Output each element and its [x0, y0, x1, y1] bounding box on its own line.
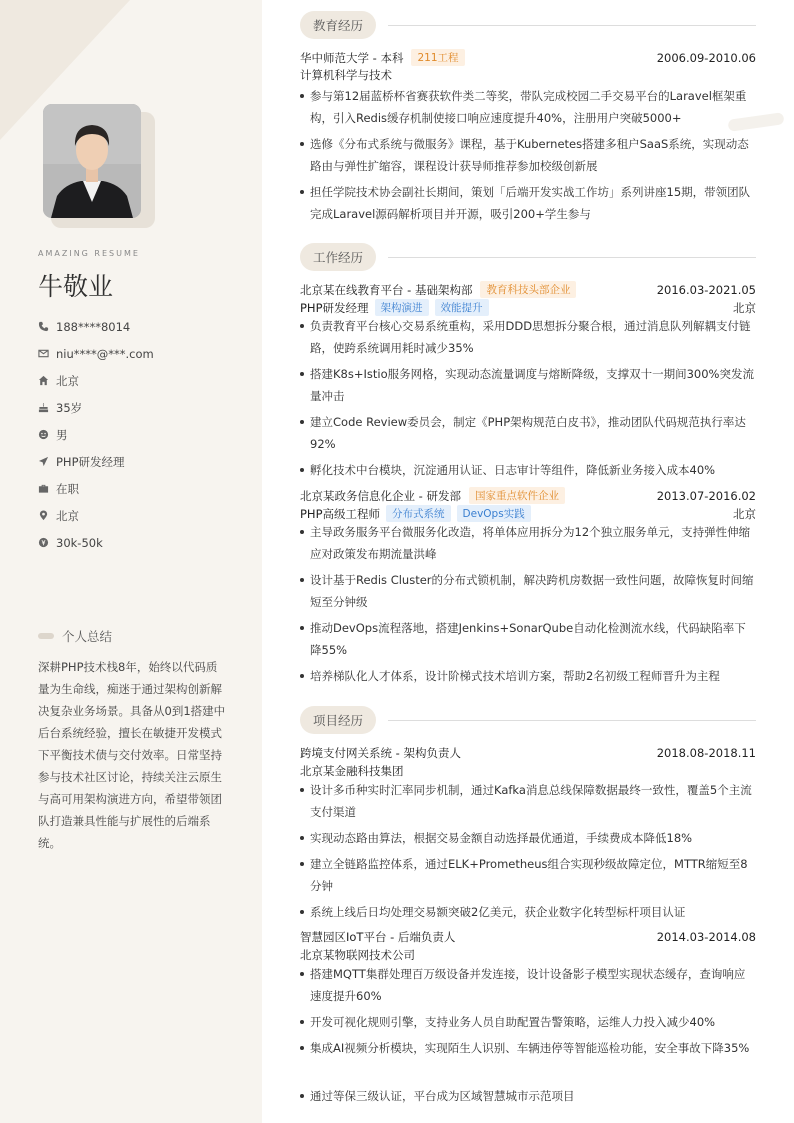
education-bullet: 选修《分布式系统与微服务》课程，基于Kubernetes搭建多租户SaaS系统，实现动态路由与弹性扩缩容，课程设计获导师推荐参加校级创新展: [300, 133, 756, 177]
education-entry-header: [300, 49, 756, 66]
school-tag: 211工程: [411, 49, 464, 66]
company-tag: 教育科技头部企业: [480, 281, 576, 298]
project-date: 2014.03-2014.08: [656, 930, 756, 944]
profile-sidebar: [0, 0, 262, 1123]
info-email: [38, 340, 154, 367]
work-section-header: [300, 243, 756, 271]
company-name: 北京某政务信息化企业 - 研发部: [300, 488, 461, 503]
job-role: PHP高级工程师: [300, 506, 381, 521]
company-name: 北京某在线教育平台 - 基础架构部: [300, 282, 473, 297]
company-tag: 国家重点软件企业: [469, 487, 565, 504]
city-text: 北京: [56, 373, 79, 388]
education-major: [300, 67, 756, 83]
info-status: [38, 475, 154, 502]
section-divider: [388, 25, 756, 26]
job-bullet: 搭建K8s+Istio服务网格，实现动态流量调度与熔断降级，支撑双十一期间300%突发流量冲击: [300, 363, 756, 407]
info-age: [38, 394, 154, 421]
skill-tag: DevOps实践: [457, 505, 531, 522]
job-role-row: [300, 505, 756, 522]
project-entry-header: [300, 929, 756, 945]
job-date: 2013.07-2016.02: [656, 488, 756, 503]
skill-tag: 分布式系统: [386, 505, 451, 522]
summary-header: [38, 627, 112, 645]
summary-title: 个人总结: [62, 629, 113, 644]
project-bullet: 建立全链路监控体系，通过ELK+Prometheus组合实现秒级故障定位，MTTR缩短至8分钟: [300, 853, 756, 897]
candidate-name: 牛敬业: [38, 272, 114, 301]
job-place: 北京: [733, 506, 756, 521]
project-org-row: [300, 763, 756, 779]
school-name: 华中师范大学 - 本科: [300, 50, 404, 65]
project-bullet: 通过等保三级认证，平台成为区域智慧城市示范项目: [300, 1085, 756, 1107]
education-bullet: 担任学院技术协会副社长期间，策划「后端开发实战工作坊」系列讲座15期，带领团队完成Laravel源码解析项目并开源，吸引200+学生参与: [300, 181, 756, 225]
summary-text: 深耕PHP技术栈8年，始终以代码质量为生命线，痴迷于通过架构创新解决复杂业务场景。具备从0到1搭建中后台系统经验，擅长在敏捷开发模式下平衡技术债与交付效率。日常坚持参与技术社区讨论，持续关注云原生与高可用架构演进方向，希望带领团队打造兼具性能与扩展性的后端系统。: [38, 660, 226, 850]
job-bullet: 推动DevOps流程落地，搭建Jenkins+SonarQube自动化检测流水线，代码缺陷率下降55%: [300, 617, 756, 661]
job-bullet: 培养梯队化人才体系，设计阶梯式技术培训方案，帮助2名初级工程师晋升为主程: [300, 665, 756, 687]
project-bullet: 系统上线后日均处理交易额突破2亿美元，获企业数字化转型标杆项目认证: [300, 901, 756, 923]
section-divider: [388, 720, 756, 721]
major-text: 计算机科学与技术: [300, 68, 392, 82]
person-icon: [38, 429, 49, 440]
job-entry-header: [300, 487, 756, 504]
project-org: 北京某金融科技集团: [300, 764, 404, 778]
projects-title: 项目经历: [300, 706, 376, 734]
info-gender: [38, 421, 154, 448]
job-bullet: 孵化技术中台模块，沉淀通用认证、日志审计等组件，降低新业务接入成本40%: [300, 459, 756, 481]
project-name: 跨境支付网关系统 - 架构负责人: [300, 746, 461, 760]
project-bullet: 搭建MQTT集群处理百万级设备并发连接，设计设备影子模型实现状态缓存，查询响应速度提升60%: [300, 963, 756, 1007]
job-bullet: 建立Code Review委员会，制定《PHP架构规范白皮书》，推动团队代码规范执行率达92%: [300, 411, 756, 455]
info-phone: [38, 313, 154, 340]
info-position: [38, 448, 154, 475]
education-title: 教育经历: [300, 11, 376, 39]
work-title: 工作经历: [300, 243, 376, 271]
project-name: 智慧园区IoT平台 - 后端负责人: [300, 930, 456, 944]
profile-photo: [43, 104, 141, 218]
gender-text: 男: [56, 427, 68, 442]
project-org-row: [300, 947, 756, 963]
project-org: 北京某物联网技术公司: [300, 948, 415, 962]
education-date: 2006.09-2010.06: [656, 50, 756, 65]
status-text: 在职: [56, 481, 79, 496]
education-section-header: [300, 11, 756, 39]
project-bullet: 设计多币种实时汇率同步机制，通过Kafka消息总线保障数据最终一致性，覆盖5个主流支付渠道: [300, 779, 756, 823]
info-salary: [38, 529, 154, 556]
position-text: PHP研发经理: [56, 454, 125, 469]
phone-text: 188****8014: [56, 319, 131, 334]
location-text: 北京: [56, 508, 79, 523]
info-location: [38, 502, 154, 529]
resume-tagline: AMAZING RESUME: [38, 249, 140, 258]
email-text: niu****@***.com: [56, 346, 154, 361]
home-icon: [38, 375, 49, 386]
info-city: [38, 367, 154, 394]
project-bullet: 开发可视化规则引擎，支持业务人员自助配置告警策略，运维人力投入减少40%: [300, 1011, 756, 1033]
job-bullet: 主导政务服务平台微服务化改造，将单体应用拆分为12个独立服务单元，支持弹性伸缩应对政策发布期流量洪峰: [300, 521, 756, 565]
job-entry-header: [300, 281, 756, 298]
job-bullet: 设计基于Redis Cluster的分布式锁机制，解决跨机房数据一致性问题，故障恢复时间缩短至分钟级: [300, 569, 756, 613]
contact-info-list: [38, 313, 154, 556]
project-date: 2018.08-2018.11: [656, 746, 756, 760]
job-role: PHP研发经理: [300, 300, 369, 315]
age-text: 35岁: [56, 400, 83, 415]
money-icon: [38, 537, 49, 548]
send-icon: [38, 456, 49, 467]
projects-section-header: [300, 706, 756, 734]
skill-tag: 架构演进: [375, 299, 429, 316]
job-role-row: [300, 299, 756, 316]
cake-icon: [38, 402, 49, 413]
project-bullet: 集成AI视频分析模块，实现陌生人识别、车辆违停等智能巡检功能，安全事故下降35%: [300, 1037, 756, 1059]
summary-marker: [38, 633, 54, 639]
section-divider: [388, 257, 756, 258]
project-entry-header: [300, 745, 756, 761]
job-bullet: 负责教育平台核心交易系统重构，采用DDD思想拆分聚合根，通过消息队列解耦支付链路，使跨系统调用耗时减少35%: [300, 315, 756, 359]
location-icon: [38, 510, 49, 521]
job-date: 2016.03-2021.05: [656, 282, 756, 297]
mail-icon: [38, 348, 49, 359]
education-bullet: 参与第12届蓝桥杯省赛获软件类二等奖，带队完成校园二手交易平台的Laravel框架重构，引入Redis缓存机制使接口响应速度提升40%，注册用户突破5000+: [300, 85, 756, 129]
job-place: 北京: [733, 300, 756, 315]
briefcase-icon: [38, 483, 49, 494]
salary-text: 30k-50k: [56, 535, 103, 550]
project-bullet: 实现动态路由算法，根据交易金额自动选择最优通道，手续费成本降低18%: [300, 827, 756, 849]
skill-tag: 效能提升: [435, 299, 489, 316]
phone-icon: [38, 321, 49, 332]
